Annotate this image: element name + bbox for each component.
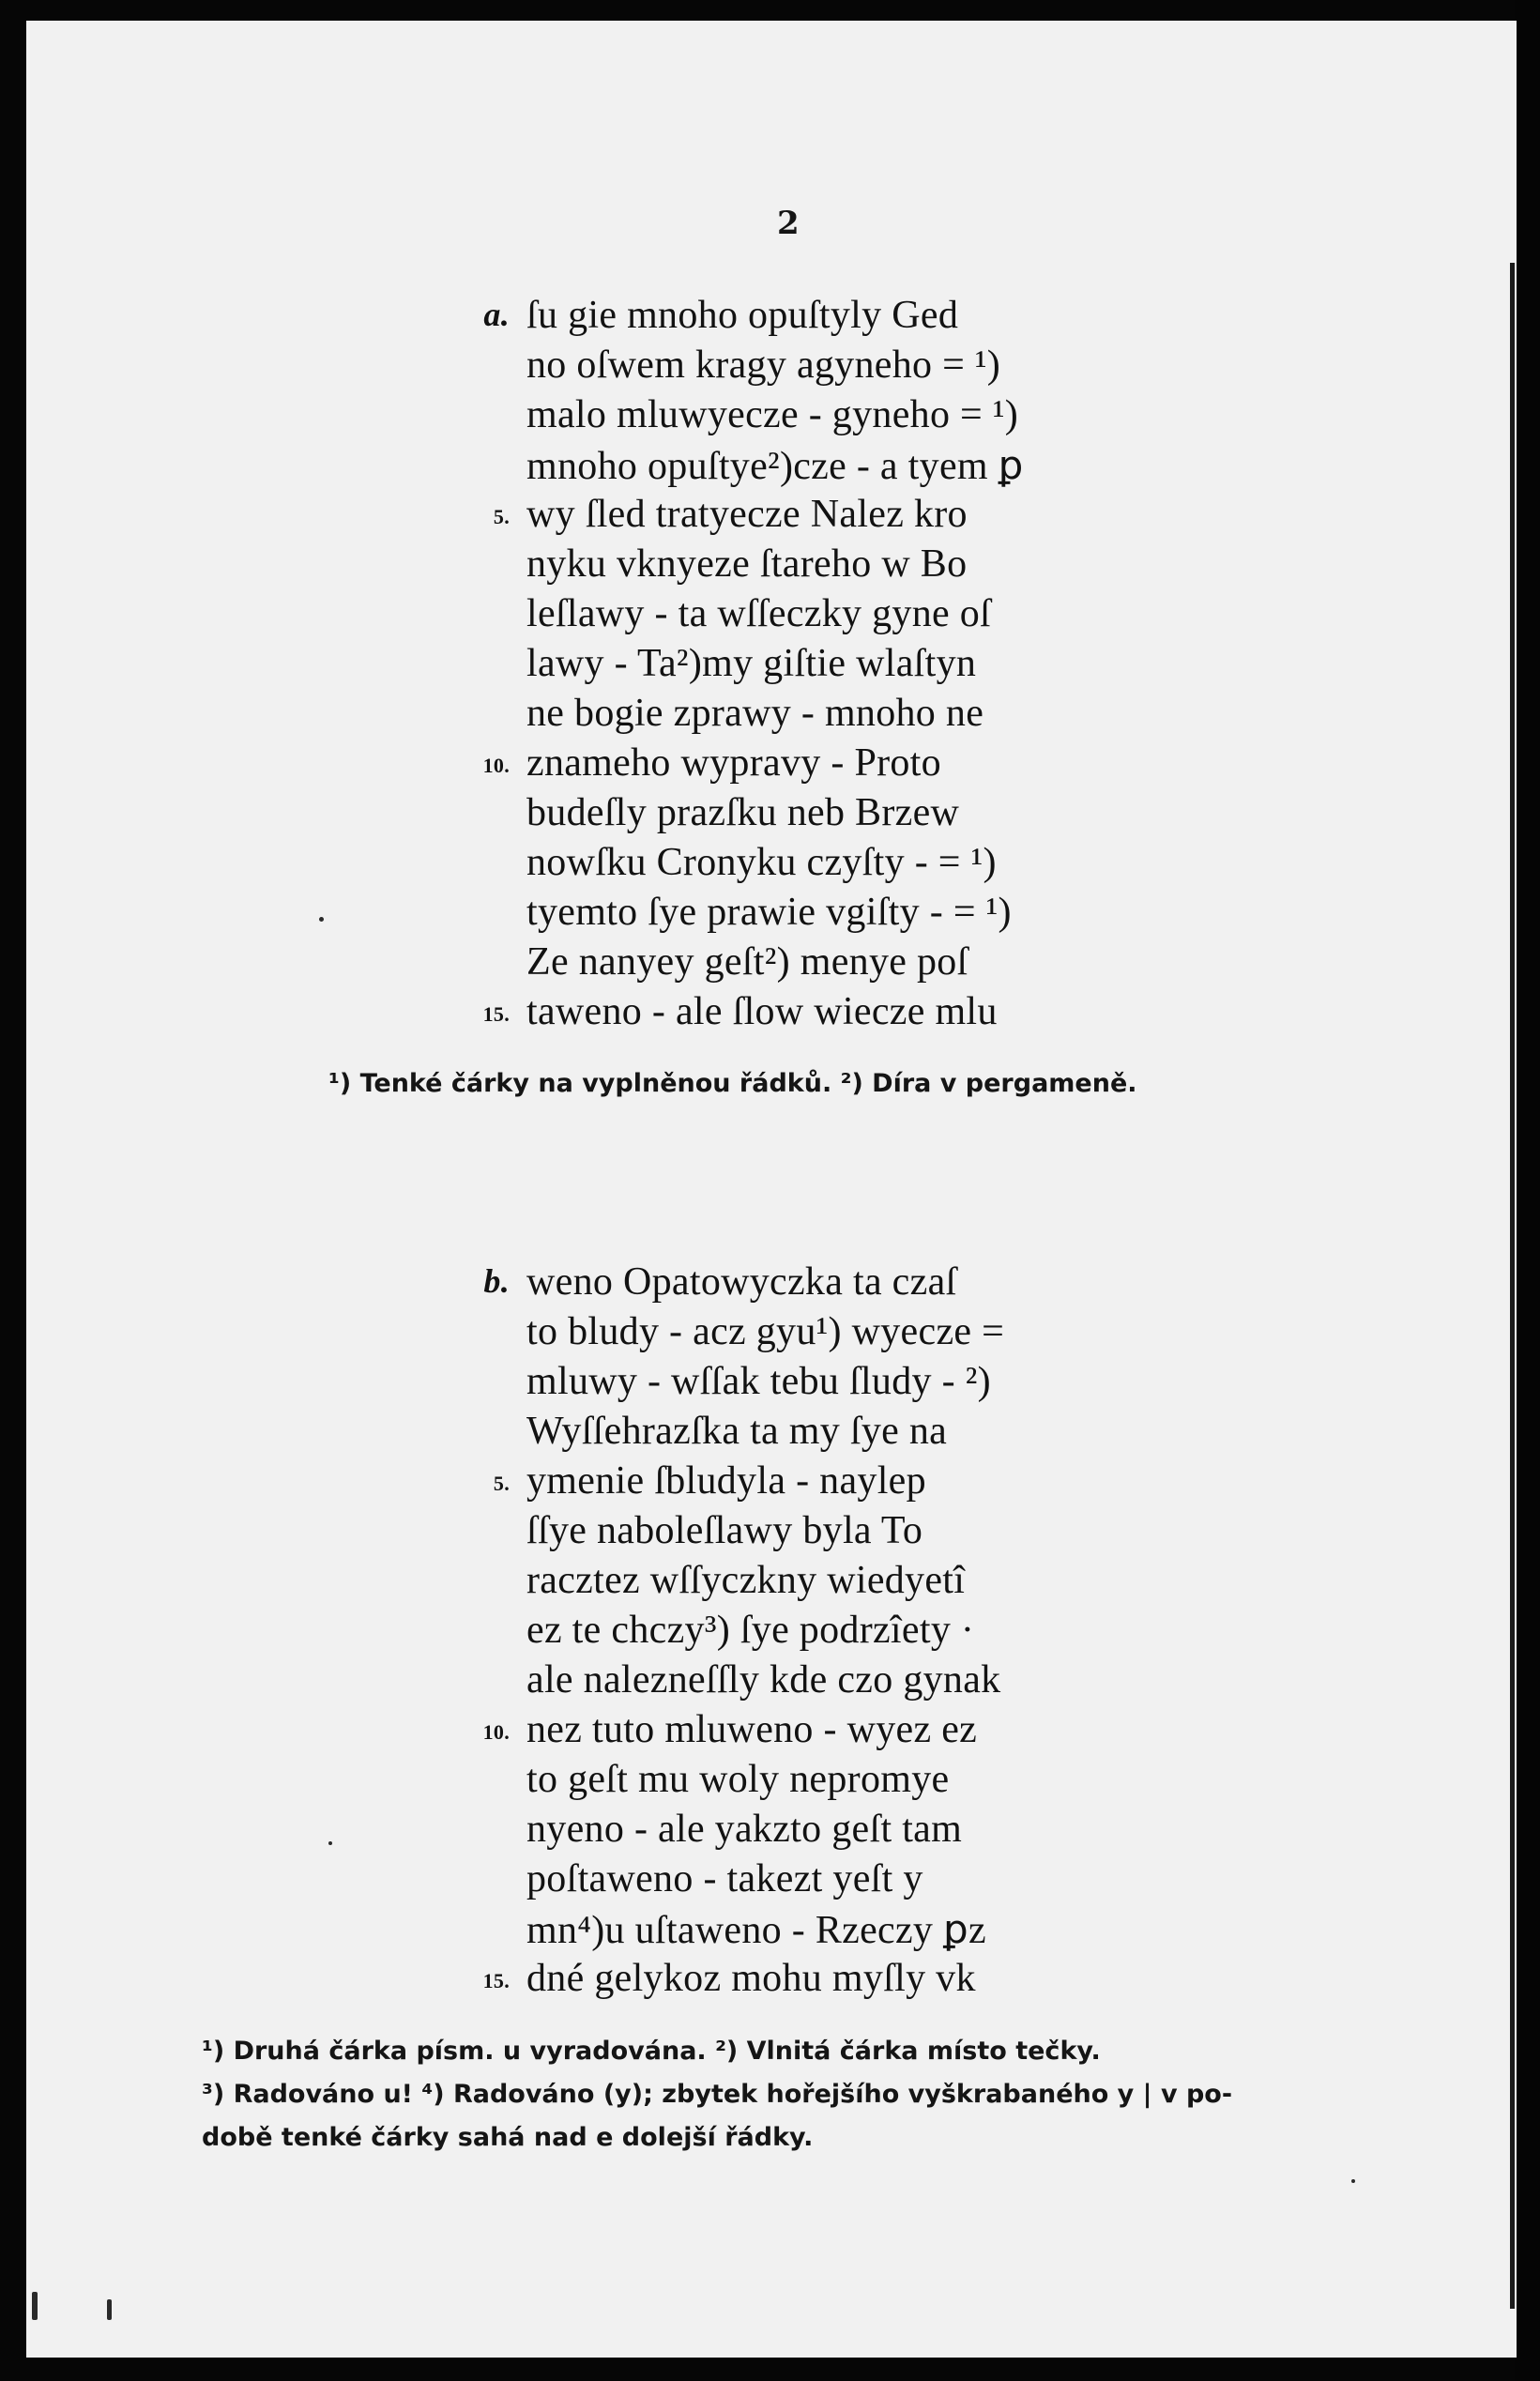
text-line [526, 442, 1517, 489]
text-line [526, 840, 1517, 885]
line-text: nyku vknyeze ſtareho w Bo [526, 542, 968, 586]
line-text: Ze nanyey geſt²) menye poſ [526, 940, 968, 984]
text-line [526, 691, 1517, 736]
text-line [483, 293, 1517, 338]
line-number: 5. [493, 1472, 510, 1495]
line-text: budeſly prazſku neb Brzew [526, 791, 960, 834]
line-number: 15. [482, 1969, 510, 1992]
line-text: malo mluwyecze - gyneho = ¹) [526, 393, 1019, 436]
scan-right-border [1515, 0, 1540, 2381]
text-line [493, 492, 1517, 537]
text-line [526, 1508, 1517, 1553]
footnote: době tenké čárky sahá nad e dolejší řádky. [202, 2123, 814, 2152]
line-text: ez te chczy³) ſye podrzîety · [526, 1609, 975, 1652]
line-text: ſſye naboleſlawy byla To [526, 1509, 923, 1552]
text-line [526, 1359, 1517, 1404]
line-text: nowſku Cronyku czyſty - = ¹) [526, 841, 997, 884]
line-number: 10. [482, 1720, 510, 1744]
footnote: ³) Radováno u! ⁴) Radováno (y); zbytek hořejšího vyškrabaného y | v po- [202, 2080, 1233, 2109]
line-text: mn⁴)u uſtaweno - Rzeczy ꝑz [526, 1909, 986, 1952]
scan-speck [328, 1841, 332, 1845]
line-number: 15. [482, 1002, 510, 1026]
text-line [526, 1309, 1517, 1354]
line-text: to geſt mu woly nepromye [526, 1758, 950, 1801]
text-line [526, 591, 1517, 636]
line-text: tyemto ſye prawie vgiſty - = ¹) [526, 891, 1012, 934]
scan-speck [32, 2292, 38, 2320]
line-text: ne bogie zprawy - mnoho ne [526, 692, 984, 735]
line-text: ymenie ſbludyla - naylep [526, 1459, 926, 1503]
scan-speck [1351, 2179, 1355, 2183]
line-text: to bludy - acz gyu¹) wyecze = [526, 1310, 1005, 1353]
scan-speck [319, 917, 324, 922]
text-line [526, 1608, 1517, 1653]
line-text: weno Opatowyczka ta czaſ [526, 1260, 957, 1304]
document-page [26, 21, 1517, 2358]
text-line [526, 1409, 1517, 1454]
line-text: racztez wſſyczkny wiedyetî [526, 1559, 966, 1602]
page-number: 2 [777, 205, 800, 242]
text-line [526, 939, 1517, 984]
footnote: ¹) Tenké čárky na vyplněnou řádků. ²) Díra v pergameně. [328, 1069, 1137, 1098]
line-text: nez tuto mluweno - wyez ez [526, 1708, 978, 1751]
text-line [482, 1707, 1517, 1752]
text-line [526, 641, 1517, 686]
line-text: ale nalezneſſly kde czo gynak [526, 1658, 1001, 1702]
line-text: taweno - ale ſlow wiecze mlu [526, 990, 998, 1033]
text-line [526, 542, 1517, 587]
section-marker: b. [483, 1262, 510, 1300]
line-text: znameho wypravy - Proto [526, 741, 941, 785]
line-text: Wyſſehrazſka ta my ſye na [526, 1410, 948, 1453]
line-text: mluwy - wſſak tebu ſludy - ²) [526, 1360, 991, 1403]
section-marker: a. [483, 296, 510, 333]
text-line [526, 890, 1517, 935]
text-line [526, 1757, 1517, 1802]
text-line [483, 1259, 1517, 1305]
line-text: lawy - Ta²)my giſtie wlaſtyn [526, 642, 977, 685]
line-text: nyeno - ale yakzto geſt tam [526, 1808, 963, 1851]
text-line [493, 1458, 1517, 1503]
line-text: poſtaweno - takezt yeſt y [526, 1857, 923, 1900]
text-line [526, 343, 1517, 388]
text-line [526, 1657, 1517, 1702]
page-edge-line [1510, 263, 1515, 2309]
line-text: no oſwem kragy agyneho = ¹) [526, 343, 1001, 387]
text-line [526, 1906, 1517, 1953]
line-text: leſlawy - ta wſſeczky gyne oſ [526, 592, 992, 635]
line-text: dné gelykoz mohu myſly vk [526, 1957, 976, 2000]
scan-speck [107, 2299, 112, 2320]
text-line [526, 1558, 1517, 1603]
line-text: mnoho opuſtye²)cze - a tyem ꝑ [526, 445, 1024, 488]
footnote: ¹) Druhá čárka písm. u vyradována. ²) Vlnitá čárka místo tečky. [202, 2037, 1101, 2066]
text-line [482, 740, 1517, 786]
text-line [526, 1856, 1517, 1901]
text-line [526, 392, 1517, 437]
line-number: 5. [493, 505, 510, 528]
text-line [482, 1956, 1517, 2001]
text-line [526, 1807, 1517, 1852]
text-line [482, 989, 1517, 1034]
line-text: wy ſled tratyecze Nalez kro [526, 493, 968, 536]
line-number: 10. [482, 754, 510, 777]
line-text: ſu gie mnoho opuſtyly Ged [526, 294, 959, 337]
text-line [526, 790, 1517, 835]
